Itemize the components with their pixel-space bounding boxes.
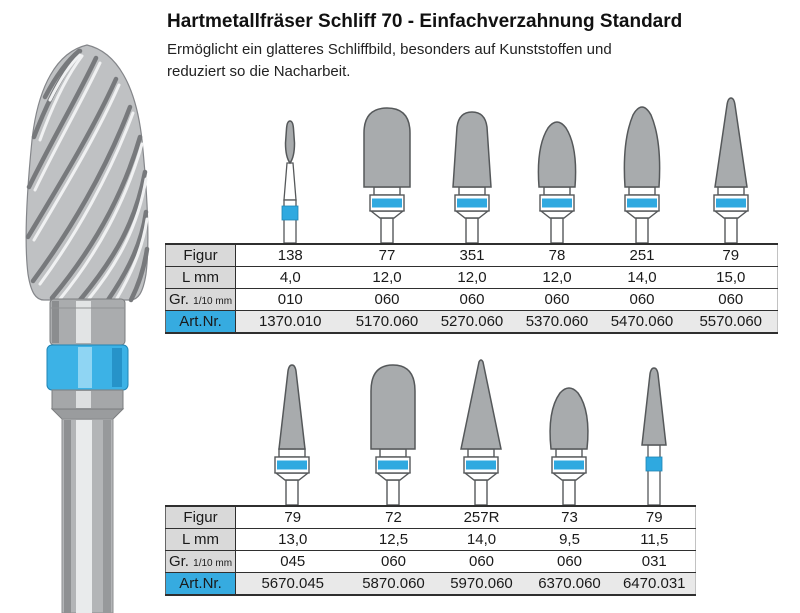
length-value: 15,0 [685,267,778,289]
diagram-cell [235,357,349,505]
figur-row [166,244,778,267]
size-row [166,289,778,311]
size-value: 060 [685,289,778,311]
figur-value: 138 [277,247,303,264]
size-value: 060 [438,551,526,573]
row-label-l-mm: L mm [166,267,236,289]
gr-label: Gr. [168,553,189,570]
length-row [166,529,696,551]
article-number: 5270.060 [430,311,515,334]
page-subtitle [167,39,612,83]
cone-round-tip-icon [701,95,761,243]
diagram-cell [429,95,514,243]
row-label-gr [166,289,236,311]
size-value: 060 [350,551,438,573]
diagram-cell [349,357,437,505]
spec-table-2 [165,505,696,596]
gr-unit-label: 1/10 mm [193,558,233,569]
diagram-cell [235,95,344,243]
size-value: 060 [526,551,614,573]
slim-taper-thin-shank-icon [260,95,320,243]
diagram-cell [613,357,695,505]
carbide-cutter-photo-icon [0,0,165,613]
length-value: 9,5 [526,529,614,551]
bur-diagram-row-2 [165,357,695,505]
figur-value: 79 [645,509,663,526]
tall-bud-icon [612,95,672,243]
bur-diagram-row-1 [165,95,777,243]
article-number: 1370.010 [236,311,345,334]
figur-value: 77 [378,247,396,264]
article-number: 6470.031 [614,573,696,596]
rounded-taper-icon [442,95,502,243]
rounded-cylinder-icon [357,95,417,243]
figur-value: 257R [463,509,500,526]
row-label-art-nr: Art.Nr. [166,573,236,596]
diagram-cell [514,95,599,243]
article-number: 5570.060 [685,311,778,334]
row-label-l-mm: L mm [166,529,236,551]
diagram-cell [599,95,684,243]
length-row [166,267,778,289]
row-label-figur: Figur [166,506,236,529]
length-value: 12,5 [350,529,438,551]
diagram-cell [344,95,429,243]
length-value: 12,0 [345,267,430,289]
size-value: 045 [236,551,350,573]
figur-value: 351 [459,247,485,264]
page-title: Hartmetallfräser Schliff 70 - Einfachverzahnung Standard [167,11,683,32]
figur-value: 78 [548,247,566,264]
diagram-cell [437,357,525,505]
figur-value: 73 [561,509,578,526]
length-value: 4,0 [236,267,345,289]
size-value: 060 [345,289,430,311]
size-value: 010 [236,289,345,311]
length-value: 11,5 [614,529,696,551]
article-number-row [166,311,778,334]
slim-cone-icon [262,357,322,505]
article-number: 6370.060 [526,573,614,596]
article-number: 5870.060 [350,573,438,596]
article-number: 5170.060 [345,311,430,334]
spec-table-1 [165,243,778,334]
size-value: 060 [600,289,685,311]
length-value: 13,0 [236,529,350,551]
article-number: 5470.060 [600,311,685,334]
size-row [166,551,696,573]
article-number: 5370.060 [515,311,600,334]
subtitle-line-1: Ermöglicht ein glatteres Schliffbild, besonders auf Kunststoffen und [167,41,612,58]
size-value: 031 [614,551,696,573]
length-value: 12,0 [430,267,515,289]
length-value: 12,0 [515,267,600,289]
pointed-cone-icon [451,357,511,505]
length-value: 14,0 [600,267,685,289]
diagram-cell [525,357,613,505]
diagram-cell [684,95,777,243]
row-label-art-nr: Art.Nr. [166,311,236,334]
article-number-row [166,573,696,596]
figur-value: 79 [284,509,302,526]
article-number: 5670.045 [236,573,350,596]
bud-icon [527,95,587,243]
subtitle-line-2: reduziert so die Nacharbeit. [167,63,351,80]
figur-row [166,506,696,529]
size-value: 060 [430,289,515,311]
egg-icon [539,357,599,505]
row-label-gr [166,551,236,573]
length-value: 14,0 [438,529,526,551]
figur-value: 79 [722,247,740,264]
figur-value: 251 [629,247,655,264]
article-number: 5970.060 [438,573,526,596]
gr-label: Gr. [168,291,189,308]
row-label-figur: Figur [166,244,236,267]
slim-cone-thin-shank-icon [624,357,684,505]
size-value: 060 [515,289,600,311]
gr-unit-label: 1/10 mm [193,296,233,307]
figur-value: 72 [385,509,402,526]
bullet-cylinder-icon [363,357,423,505]
